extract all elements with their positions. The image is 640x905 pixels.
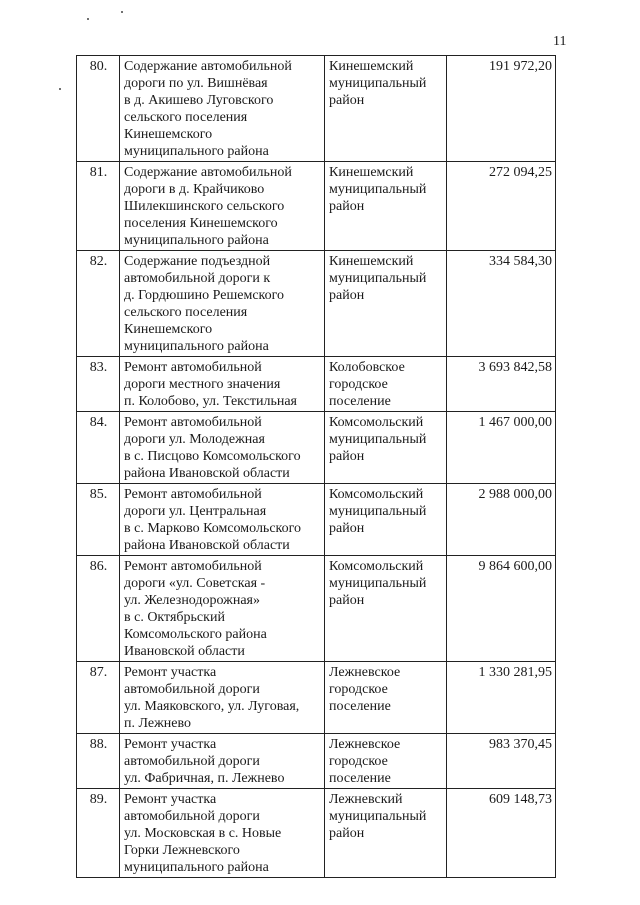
description-line: дороги «ул. Советская - bbox=[124, 576, 266, 591]
table-body bbox=[77, 56, 556, 878]
description-line: Ивановской области bbox=[124, 644, 245, 659]
description-line: муниципального района bbox=[124, 233, 269, 248]
description-line: сельского поселения bbox=[124, 305, 248, 320]
row-district bbox=[325, 662, 447, 734]
row-number: 85. bbox=[77, 484, 120, 556]
row-number: 83. bbox=[77, 357, 120, 412]
description-line: Ремонт автомобильной bbox=[124, 487, 262, 502]
description-line: Шилекшинского сельского bbox=[124, 199, 285, 214]
table-row bbox=[77, 357, 556, 412]
district-line: Кинешемский bbox=[329, 254, 414, 269]
table-row bbox=[77, 556, 556, 662]
row-description bbox=[120, 734, 325, 789]
row-number: 86. bbox=[77, 556, 120, 662]
description-line: ул. Фабричная, п. Лежнево bbox=[124, 771, 285, 786]
row-description bbox=[120, 484, 325, 556]
district-line: Комсомольский bbox=[329, 487, 424, 502]
description-line: поселения Кинешемского bbox=[124, 216, 278, 231]
description-line: муниципального района bbox=[124, 860, 269, 875]
description-line: в с. Писцово Комсомольского bbox=[124, 449, 301, 464]
row-amount: 191 972,20 bbox=[447, 56, 556, 162]
row-district bbox=[325, 162, 447, 251]
district-line: Кинешемский bbox=[329, 165, 414, 180]
row-district bbox=[325, 357, 447, 412]
table-row bbox=[77, 251, 556, 357]
row-amount: 2 988 000,00 bbox=[447, 484, 556, 556]
district-line: муниципальный bbox=[329, 271, 427, 286]
row-number: 87. bbox=[77, 662, 120, 734]
scan-speck bbox=[87, 18, 89, 20]
description-line: Ремонт участка bbox=[124, 665, 217, 680]
row-amount: 983 370,45 bbox=[447, 734, 556, 789]
row-district bbox=[325, 734, 447, 789]
district-line: муниципальный bbox=[329, 182, 427, 197]
description-line: дороги по ул. Вишнёвая bbox=[124, 76, 268, 91]
row-district bbox=[325, 412, 447, 484]
row-number: 82. bbox=[77, 251, 120, 357]
row-amount: 1 467 000,00 bbox=[447, 412, 556, 484]
row-number: 89. bbox=[77, 789, 120, 878]
scan-speck bbox=[59, 88, 61, 90]
district-line: Колобовское bbox=[329, 360, 405, 375]
description-line: д. Гордюшино Решемского bbox=[124, 288, 285, 303]
description-line: дороги в д. Крайчиково bbox=[124, 182, 265, 197]
description-line: Ремонт участка bbox=[124, 792, 217, 807]
row-amount: 1 330 281,95 bbox=[447, 662, 556, 734]
row-district bbox=[325, 789, 447, 878]
district-line: городское bbox=[329, 682, 388, 697]
table-row bbox=[77, 484, 556, 556]
description-line: автомобильной дороги к bbox=[124, 271, 271, 286]
district-line: Комсомольский bbox=[329, 559, 424, 574]
row-number: 88. bbox=[77, 734, 120, 789]
row-description bbox=[120, 662, 325, 734]
district-line: район bbox=[329, 288, 365, 303]
description-line: Горки Лежневского bbox=[124, 843, 240, 858]
table-row bbox=[77, 789, 556, 878]
row-district bbox=[325, 484, 447, 556]
budget-table bbox=[76, 55, 556, 878]
district-line: муниципальный bbox=[329, 576, 427, 591]
table-row bbox=[77, 412, 556, 484]
row-amount: 609 148,73 bbox=[447, 789, 556, 878]
description-line: Ремонт участка bbox=[124, 737, 217, 752]
row-district bbox=[325, 251, 447, 357]
description-line: Ремонт автомобильной bbox=[124, 559, 262, 574]
row-description bbox=[120, 56, 325, 162]
description-line: ул. Маяковского, ул. Луговая, bbox=[124, 699, 300, 714]
description-line: в с. Октябрьский bbox=[124, 610, 225, 625]
description-line: п. Лежнево bbox=[124, 716, 191, 731]
description-line: Ремонт автомобильной bbox=[124, 360, 262, 375]
description-line: п. Колобово, ул. Текстильная bbox=[124, 394, 297, 409]
row-amount: 3 693 842,58 bbox=[447, 357, 556, 412]
district-line: городское bbox=[329, 377, 388, 392]
description-line: автомобильной дороги bbox=[124, 809, 260, 824]
district-line: поселение bbox=[329, 771, 391, 786]
description-line: района Ивановской области bbox=[124, 466, 290, 481]
district-line: район bbox=[329, 593, 365, 608]
table-row bbox=[77, 734, 556, 789]
district-line: район bbox=[329, 449, 365, 464]
district-line: Лежневское bbox=[329, 737, 401, 752]
row-number: 84. bbox=[77, 412, 120, 484]
description-line: Комсомольского района bbox=[124, 627, 267, 642]
district-line: городское bbox=[329, 754, 388, 769]
description-line: дороги ул. Центральная bbox=[124, 504, 267, 519]
row-description bbox=[120, 162, 325, 251]
description-line: сельского поселения bbox=[124, 110, 248, 125]
row-description bbox=[120, 556, 325, 662]
description-line: ул. Железнодорожная» bbox=[124, 593, 261, 608]
table-row bbox=[77, 162, 556, 251]
description-line: района Ивановской области bbox=[124, 538, 290, 553]
description-line: автомобильной дороги bbox=[124, 754, 260, 769]
row-description bbox=[120, 412, 325, 484]
description-line: Содержание автомобильной bbox=[124, 59, 292, 74]
row-amount: 272 094,25 bbox=[447, 162, 556, 251]
district-line: район bbox=[329, 826, 365, 841]
row-district bbox=[325, 556, 447, 662]
description-line: в д. Акишево Луговского bbox=[124, 93, 274, 108]
district-line: муниципальный bbox=[329, 504, 427, 519]
row-description bbox=[120, 789, 325, 878]
district-line: муниципальный bbox=[329, 809, 427, 824]
row-description bbox=[120, 357, 325, 412]
description-line: Ремонт автомобильной bbox=[124, 415, 262, 430]
description-line: Кинешемского bbox=[124, 322, 213, 337]
district-line: Комсомольский bbox=[329, 415, 424, 430]
district-line: Лежневское bbox=[329, 665, 401, 680]
row-district bbox=[325, 56, 447, 162]
table-row bbox=[77, 662, 556, 734]
row-number: 80. bbox=[77, 56, 120, 162]
description-line: Содержание автомобильной bbox=[124, 165, 292, 180]
row-description bbox=[120, 251, 325, 357]
description-line: в с. Марково Комсомольского bbox=[124, 521, 302, 536]
description-line: Содержание подъездной bbox=[124, 254, 271, 269]
district-line: поселение bbox=[329, 394, 391, 409]
table-row bbox=[77, 56, 556, 162]
district-line: Кинешемский bbox=[329, 59, 414, 74]
row-number: 81. bbox=[77, 162, 120, 251]
description-line: дороги ул. Молодежная bbox=[124, 432, 265, 447]
district-line: поселение bbox=[329, 699, 391, 714]
description-line: муниципального района bbox=[124, 339, 269, 354]
description-line: автомобильной дороги bbox=[124, 682, 260, 697]
row-amount: 334 584,30 bbox=[447, 251, 556, 357]
district-line: район bbox=[329, 199, 365, 214]
district-line: район bbox=[329, 521, 365, 536]
district-line: район bbox=[329, 93, 365, 108]
district-line: муниципальный bbox=[329, 76, 427, 91]
scan-speck bbox=[121, 11, 123, 13]
row-amount: 9 864 600,00 bbox=[447, 556, 556, 662]
page-number: 11 bbox=[553, 34, 567, 49]
description-line: ул. Московская в с. Новые bbox=[124, 826, 282, 841]
description-line: дороги местного значения bbox=[124, 377, 281, 392]
district-line: муниципальный bbox=[329, 432, 427, 447]
district-line: Лежневский bbox=[329, 792, 403, 807]
description-line: муниципального района bbox=[124, 144, 269, 159]
description-line: Кинешемского bbox=[124, 127, 213, 142]
